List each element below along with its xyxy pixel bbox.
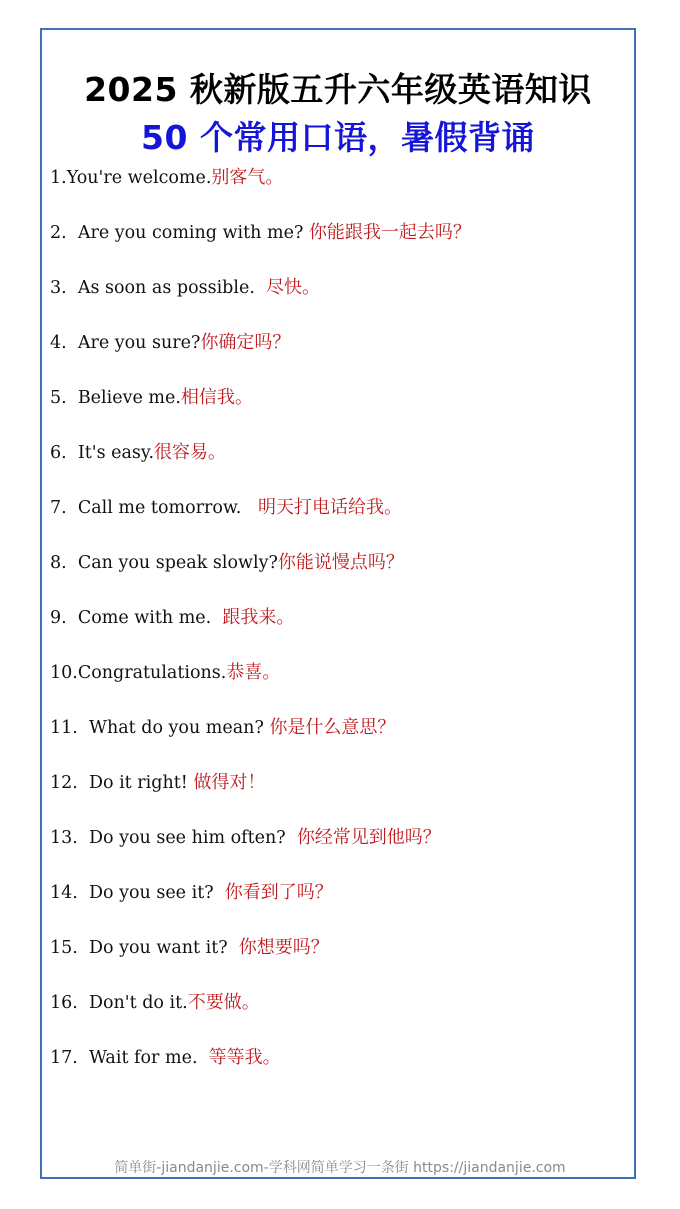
phrase-chinese: 你经常见到他吗？: [296, 827, 441, 848]
phrase-list: [50, 160, 630, 1095]
phrase-english: 5. Believe me.: [50, 388, 181, 408]
phrase-english: 6. It's easy.: [50, 443, 155, 463]
phrase-english: 1.You're welcome.: [50, 168, 212, 188]
phrase-chinese: 你是什么意思？: [269, 717, 396, 738]
phrase-chinese: 尽快。: [266, 277, 321, 298]
phrase-item-15: [50, 930, 630, 985]
page-frame: [40, 28, 636, 1179]
phrase-item-6: [50, 435, 630, 490]
phrase-item-8: [50, 545, 630, 600]
phrase-chinese: 恭喜。: [226, 662, 281, 683]
phrase-english: 3. As soon as possible.: [50, 278, 267, 298]
phrase-item-5: [50, 380, 630, 435]
phrase-item-4: [50, 325, 630, 380]
phrase-item-14: [50, 875, 630, 930]
phrase-item-17: [50, 1040, 630, 1095]
phrase-item-7: [50, 490, 630, 545]
phrase-chinese: 你看到了吗？: [224, 882, 333, 903]
phrase-english: 7. Call me tomorrow.: [50, 498, 259, 518]
phrase-english: 11. What do you mean?: [50, 718, 270, 738]
phrase-chinese: 做得对！: [193, 772, 266, 793]
phrase-english: 2. Are you coming with me?: [50, 223, 309, 243]
phrase-item-10: [50, 655, 630, 710]
phrase-item-13: [50, 820, 630, 875]
phrase-english: 15. Do you want it?: [50, 938, 239, 958]
phrase-chinese: 你确定吗？: [200, 332, 291, 353]
phrase-english: 14. Do you see it?: [50, 883, 225, 903]
phrase-item-16: [50, 985, 630, 1040]
phrase-item-2: [50, 215, 630, 270]
phrase-chinese: 跟我来。: [222, 607, 295, 628]
phrase-chinese: 相信我。: [180, 387, 253, 408]
phrase-chinese: 等等我。: [208, 1047, 281, 1068]
phrase-chinese: 别客气。: [211, 167, 284, 188]
phrase-chinese: 你能说慢点吗？: [277, 552, 404, 573]
footer-watermark: 简单街-jiandanjie.com-学科网简单学习一条街 https://jiandanjie.com: [114, 1160, 566, 1176]
title-line-2: 50 个常用口语，暑假背诵: [141, 118, 535, 157]
phrase-chinese: 明天打电话给我。: [258, 497, 403, 518]
phrase-english: 4. Are you sure?: [50, 333, 201, 353]
phrase-english: 13. Do you see him often?: [50, 828, 297, 848]
phrase-chinese: 你想要吗？: [238, 937, 329, 958]
phrase-item-3: [50, 270, 630, 325]
phrase-english: 8. Can you speak slowly?: [50, 553, 278, 573]
phrase-chinese: 不要做。: [187, 992, 260, 1013]
phrase-english: 9. Come with me.: [50, 608, 223, 628]
phrase-item-1: [50, 160, 630, 215]
phrase-item-9: [50, 600, 630, 655]
phrase-english: 10.Congratulations.: [50, 663, 227, 683]
title-line-1: 2025 秋新版五升六年级英语知识: [84, 70, 592, 109]
phrase-english: 16. Don't do it.: [50, 993, 188, 1013]
phrase-chinese: 你能跟我一起去吗？: [308, 222, 471, 243]
phrase-english: 12. Do it right!: [50, 773, 194, 793]
phrase-item-11: [50, 710, 630, 765]
phrase-chinese: 很容易。: [154, 442, 227, 463]
phrase-english: 17. Wait for me.: [50, 1048, 209, 1068]
phrase-item-12: [50, 765, 630, 820]
